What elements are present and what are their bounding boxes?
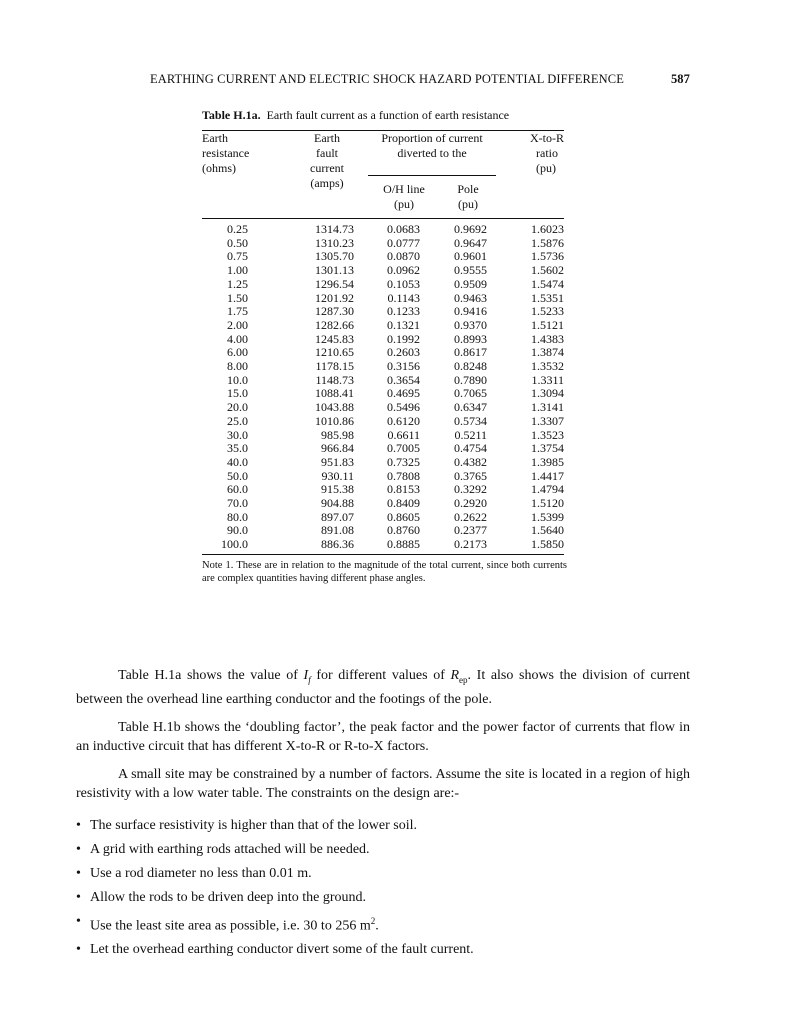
table-row <box>202 511 564 525</box>
table-row <box>202 387 564 401</box>
cell-xr-ratio: 1.6023 <box>531 222 564 236</box>
table-caption-text: Earth fault current as a function of earth resistance <box>266 108 510 122</box>
cell-pole: 0.4754 <box>454 441 487 456</box>
cell-earth-resistance: 50.0 <box>227 468 248 483</box>
cell-xr-ratio: 1.3523 <box>531 427 564 442</box>
cell-oh-line: 0.4695 <box>387 386 420 401</box>
bullet-icon: • <box>76 913 81 929</box>
cell-fault-current: 886.36 <box>321 537 354 552</box>
cell-oh-line: 0.1321 <box>387 317 420 332</box>
table-row <box>202 429 564 443</box>
cell-oh-line: 0.0870 <box>387 249 420 264</box>
table-row <box>202 497 564 511</box>
cell-earth-resistance: 0.50 <box>227 235 248 250</box>
table-header-rule <box>202 218 564 219</box>
table-row <box>202 483 564 497</box>
cell-earth-resistance: 80.0 <box>227 509 248 524</box>
cell-pole: 0.7065 <box>454 386 487 401</box>
cell-earth-resistance: 60.0 <box>227 482 248 497</box>
cell-pole: 0.8993 <box>454 331 487 346</box>
cell-xr-ratio: 1.3094 <box>531 386 564 401</box>
cell-fault-current: 1043.88 <box>315 400 354 415</box>
table-row <box>202 319 564 333</box>
cell-fault-current: 1305.70 <box>315 249 354 264</box>
cell-xr-ratio: 1.5602 <box>531 263 564 278</box>
cell-oh-line: 0.3156 <box>387 359 420 374</box>
cell-oh-line: 0.2603 <box>387 345 420 360</box>
cell-pole: 0.8248 <box>454 359 487 374</box>
table-note: Note 1. These are in relation to the magnitude of the total current, since both currents are complex quantities having different phase angles. <box>202 559 567 584</box>
cell-oh-line: 0.5496 <box>387 400 420 415</box>
cell-fault-current: 1178.15 <box>315 359 354 374</box>
table-caption <box>202 108 564 123</box>
bullet-icon: • <box>76 841 81 857</box>
cell-fault-current: 1245.83 <box>315 331 354 346</box>
list-item: • The surface resistivity is higher than that of the lower soil. <box>76 817 417 833</box>
cell-xr-ratio: 1.3141 <box>531 400 564 415</box>
cell-pole: 0.9416 <box>454 304 487 319</box>
table-row <box>202 524 564 538</box>
cell-fault-current: 966.84 <box>321 441 354 456</box>
cell-oh-line: 0.7325 <box>387 454 420 469</box>
cell-pole: 0.2173 <box>454 537 487 552</box>
list-item: • A grid with earthing rods attached will be needed. <box>76 841 370 857</box>
group-span-rule <box>368 161 496 176</box>
table-row <box>202 442 564 456</box>
cell-oh-line: 0.0683 <box>387 222 420 236</box>
cell-oh-line: 0.0962 <box>387 263 420 278</box>
bullet-icon: • <box>76 889 81 905</box>
cell-fault-current: 1148.73 <box>315 372 354 387</box>
list-item: • Allow the rods to be driven deep into the ground. <box>76 889 367 905</box>
constraints-list <box>76 816 690 960</box>
cell-earth-resistance: 100.0 <box>221 537 248 552</box>
paragraph-2: Table H.1b shows the ‘doubling factor’, the peak factor and the power factor of currents that flow in an inductive circuit that has different X-to-R or R-to-X factors. <box>76 719 690 754</box>
cell-fault-current: 1201.92 <box>315 290 354 305</box>
cell-earth-resistance: 90.0 <box>227 523 248 538</box>
cell-xr-ratio: 1.3532 <box>531 359 564 374</box>
page-number: 587 <box>670 72 690 86</box>
cell-pole: 0.3292 <box>454 482 487 497</box>
cell-earth-resistance: 1.25 <box>227 276 248 291</box>
cell-oh-line: 0.6120 <box>387 413 420 428</box>
cell-pole: 0.9692 <box>454 222 487 236</box>
cell-oh-line: 0.7808 <box>387 468 420 483</box>
body-text <box>76 666 690 964</box>
bullet-icon: • <box>76 817 81 833</box>
cell-pole: 0.9555 <box>454 263 487 278</box>
cell-oh-line: 0.8409 <box>387 496 420 511</box>
cell-xr-ratio: 1.3307 <box>531 413 564 428</box>
cell-earth-resistance: 4.00 <box>227 331 248 346</box>
table-row <box>202 415 564 429</box>
cell-oh-line: 0.1233 <box>387 304 420 319</box>
cell-xr-ratio: 1.5876 <box>531 235 564 250</box>
cell-xr-ratio: 1.5120 <box>531 496 564 511</box>
table-row <box>202 374 564 388</box>
cell-fault-current: 891.08 <box>321 523 354 538</box>
cell-xr-ratio: 1.4383 <box>531 331 564 346</box>
cell-xr-ratio: 1.5640 <box>531 523 564 538</box>
cell-earth-resistance: 35.0 <box>227 441 248 456</box>
cell-earth-resistance: 6.00 <box>227 345 248 360</box>
running-header-title: EARTHING CURRENT AND ELECTRIC SHOCK HAZARD POTENTIAL DIFFERENCE <box>150 72 624 86</box>
cell-pole: 0.3765 <box>454 468 487 483</box>
cell-oh-line: 0.8153 <box>387 482 420 497</box>
table-bottom-rule <box>202 554 564 555</box>
col-header-oh-line: O/H line (pu) <box>383 182 425 211</box>
cell-pole: 0.5734 <box>454 413 487 428</box>
cell-xr-ratio: 1.4417 <box>531 468 564 483</box>
cell-earth-resistance: 15.0 <box>227 386 248 401</box>
paragraph-3: A small site may be constrained by a number of factors. Assume the site is located in a region of high resistivity with a low water table. The constraints on the design are:- <box>76 766 690 801</box>
table-row <box>202 278 564 292</box>
table-header <box>202 131 564 212</box>
cell-oh-line: 0.8885 <box>387 537 420 552</box>
table-row <box>202 360 564 374</box>
table-row <box>202 346 564 360</box>
table-row <box>202 538 564 552</box>
bullet-icon: • <box>76 865 81 881</box>
cell-pole: 0.2377 <box>454 523 487 538</box>
cell-xr-ratio: 1.5474 <box>531 276 564 291</box>
cell-pole: 0.6347 <box>454 400 487 415</box>
cell-xr-ratio: 1.5736 <box>531 249 564 264</box>
cell-pole: 0.9601 <box>454 249 487 264</box>
cell-fault-current: 1287.30 <box>315 304 354 319</box>
cell-xr-ratio: 1.5399 <box>531 509 564 524</box>
cell-xr-ratio: 1.5121 <box>531 317 564 332</box>
cell-fault-current: 897.07 <box>321 509 354 524</box>
cell-earth-resistance: 8.00 <box>227 359 248 374</box>
cell-oh-line: 0.6611 <box>387 427 420 442</box>
table-h1a <box>202 108 567 585</box>
cell-fault-current: 1310.23 <box>315 235 354 250</box>
table-label: Table H.1a. <box>202 108 261 122</box>
col-header-proportion-group: Proportion of current diverted to the <box>368 131 496 176</box>
cell-earth-resistance: 2.00 <box>227 317 248 332</box>
cell-pole: 0.9463 <box>454 290 487 305</box>
cell-pole: 0.4382 <box>454 454 487 469</box>
cell-xr-ratio: 1.3874 <box>531 345 564 360</box>
cell-oh-line: 0.7005 <box>387 441 420 456</box>
cell-oh-line: 0.1053 <box>387 276 420 291</box>
cell-oh-line: 0.8605 <box>387 509 420 524</box>
cell-oh-line: 0.1143 <box>387 290 420 305</box>
table-row <box>202 456 564 470</box>
cell-oh-line: 0.1992 <box>387 331 420 346</box>
cell-oh-line: 0.0777 <box>387 235 420 250</box>
cell-xr-ratio: 1.3985 <box>531 454 564 469</box>
cell-earth-resistance: 25.0 <box>227 413 248 428</box>
paragraph-1: Table H.1a shows the value of $I_f$ for different values of $R_{ep}$. It also shows the division of current between the overhead line earthing conductor and the footings of the pole. <box>76 668 690 707</box>
cell-pole: 0.5211 <box>454 427 487 442</box>
table-row <box>202 292 564 306</box>
cell-fault-current: 1282.66 <box>315 317 354 332</box>
bullet-icon: • <box>76 942 81 958</box>
cell-xr-ratio: 1.3311 <box>531 372 564 387</box>
col-header-earth-resistance: Earth resistance (ohms) <box>202 131 250 175</box>
cell-fault-current: 915.38 <box>321 482 354 497</box>
cell-pole: 0.9647 <box>454 235 487 250</box>
table-row <box>202 264 564 278</box>
col-header-xr-ratio: X-to-R ratio (pu) <box>530 131 564 175</box>
cell-earth-resistance: 1.75 <box>227 304 248 319</box>
col-header-fault-current: Earth fault current (amps) <box>310 131 344 190</box>
cell-fault-current: 930.11 <box>321 468 354 483</box>
cell-fault-current: 1088.41 <box>315 386 354 401</box>
cell-pole: 0.2622 <box>454 509 487 524</box>
table-row <box>202 237 564 251</box>
table-row <box>202 401 564 415</box>
cell-xr-ratio: 1.5233 <box>531 304 564 319</box>
table-row <box>202 223 564 237</box>
cell-earth-resistance: 0.75 <box>227 249 248 264</box>
cell-pole: 0.9509 <box>454 276 487 291</box>
cell-earth-resistance: 20.0 <box>227 400 248 415</box>
cell-earth-resistance: 1.50 <box>227 290 248 305</box>
cell-fault-current: 904.88 <box>321 496 354 511</box>
cell-fault-current: 951.83 <box>321 454 354 469</box>
cell-earth-resistance: 0.25 <box>227 222 248 236</box>
table-row <box>202 250 564 264</box>
cell-earth-resistance: 1.00 <box>227 263 248 278</box>
cell-fault-current: 1301.13 <box>315 263 354 278</box>
list-item: • Use the least site area as possible, i.e. 30 to 256 $m^2$. <box>76 913 379 934</box>
cell-oh-line: 0.8760 <box>387 523 420 538</box>
col-header-pole: Pole (pu) <box>457 182 479 211</box>
cell-pole: 0.2920 <box>454 496 487 511</box>
list-item: • Use a rod diameter no less than 0.01 m. <box>76 865 312 881</box>
cell-pole: 0.7890 <box>454 372 487 387</box>
table-row <box>202 305 564 319</box>
cell-fault-current: 1314.73 <box>315 222 354 236</box>
table-body <box>202 223 564 552</box>
cell-xr-ratio: 1.4794 <box>531 482 564 497</box>
cell-xr-ratio: 1.3754 <box>531 441 564 456</box>
cell-fault-current: 1210.65 <box>315 345 354 360</box>
cell-earth-resistance: 70.0 <box>227 496 248 511</box>
table-row <box>202 470 564 484</box>
cell-xr-ratio: 1.5850 <box>531 537 564 552</box>
cell-xr-ratio: 1.5351 <box>531 290 564 305</box>
cell-fault-current: 1010.86 <box>315 413 354 428</box>
cell-fault-current: 1296.54 <box>315 276 354 291</box>
cell-fault-current: 985.98 <box>321 427 354 442</box>
list-item: • Let the overhead earthing conductor divert some of the fault current. <box>76 942 474 958</box>
cell-earth-resistance: 40.0 <box>227 454 248 469</box>
table-row <box>202 333 564 347</box>
cell-oh-line: 0.3654 <box>387 372 420 387</box>
cell-earth-resistance: 10.0 <box>227 372 248 387</box>
cell-earth-resistance: 30.0 <box>227 427 248 442</box>
cell-pole: 0.9370 <box>454 317 487 332</box>
cell-pole: 0.8617 <box>454 345 487 360</box>
